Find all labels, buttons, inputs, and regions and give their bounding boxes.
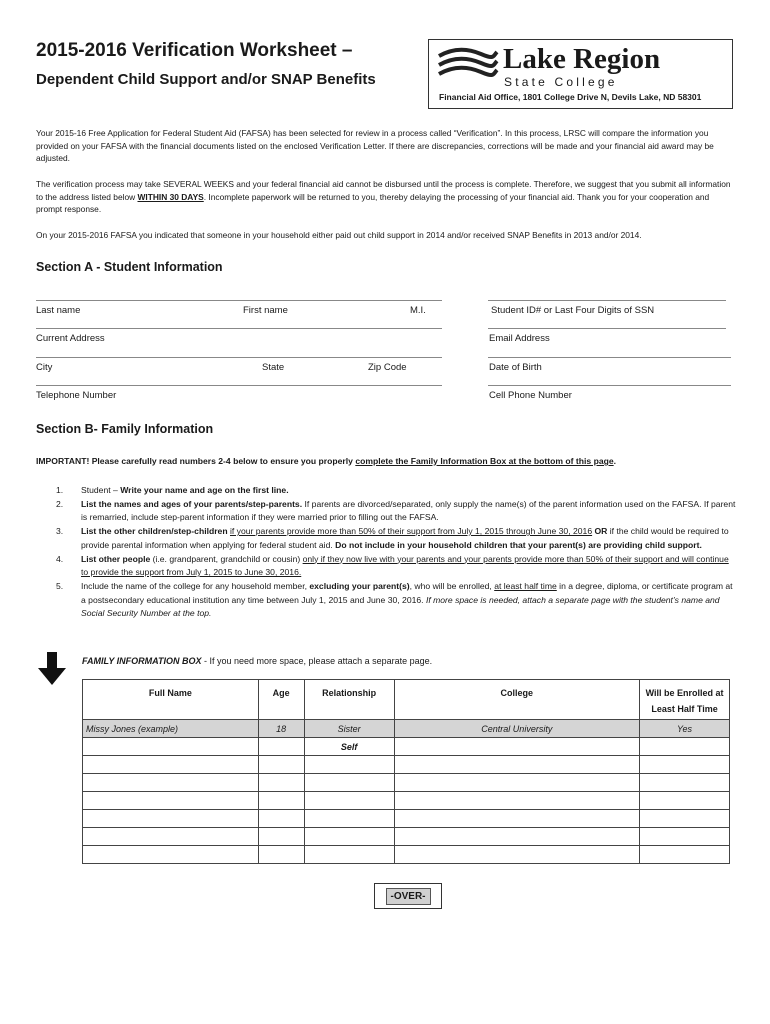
- table-cell[interactable]: [394, 828, 640, 846]
- table-row: [83, 738, 730, 756]
- mi-label: M.I.: [410, 305, 426, 316]
- table-row: [83, 774, 730, 792]
- table-cell[interactable]: [640, 738, 730, 756]
- list-item: [36, 553, 736, 580]
- waves-logo-icon: [437, 46, 499, 82]
- table-cell[interactable]: [258, 756, 304, 774]
- table-cell[interactable]: [394, 774, 640, 792]
- table-cell[interactable]: [258, 792, 304, 810]
- name-line[interactable]: [36, 300, 442, 301]
- item-underlined: only if they now live with your parents and your parents provide more than 50% of their support and will continue to provide the support from July 1, 2015 to June 30, 2016.: [81, 553, 729, 578]
- item-number: 3.: [56, 526, 64, 537]
- item-bold: excluding your parent(s): [309, 580, 410, 591]
- list-item: [36, 580, 736, 621]
- table-cell[interactable]: [258, 828, 304, 846]
- table-cell[interactable]: [258, 738, 304, 756]
- table-cell[interactable]: [304, 756, 394, 774]
- zip-label: Zip Code: [368, 362, 407, 373]
- family-box-note: - If you need more space, please attach a separate page.: [201, 656, 433, 666]
- section-a-title: Section A - Student Information: [36, 260, 223, 274]
- email-line[interactable]: [488, 328, 726, 329]
- dob-line[interactable]: [488, 357, 731, 358]
- table-cell[interactable]: [640, 828, 730, 846]
- state-label: State: [262, 362, 285, 373]
- last-name-label: Last name: [36, 305, 81, 316]
- table-cell[interactable]: [304, 792, 394, 810]
- family-box-title: [82, 656, 432, 666]
- deadline-text: WITHIN 30 DAYS: [137, 191, 204, 202]
- item-text: If parents are divorced/separated, only supply the name(s) of the parent information used on the FAFSA. If parent is remarried, include step-parent information if they were married prior to filling out the FAFSA.: [81, 498, 736, 523]
- page-subtitle: Dependent Child Support and/or SNAP Benefits: [36, 71, 376, 88]
- table-row: [83, 828, 730, 846]
- college-logo-box: [428, 39, 733, 109]
- college-name: Lake Region: [503, 43, 661, 75]
- item-text: (i.e. grandparent, grandchild or cousin): [150, 553, 303, 564]
- example-name: Missy Jones (example): [83, 720, 259, 738]
- item-underlined: if your parents provide more than 50% of their support from July 1, 2015 through June 30, 2016: [229, 526, 593, 537]
- table-cell[interactable]: [83, 810, 259, 828]
- item-number: 4.: [56, 553, 64, 564]
- item-number: 1.: [56, 485, 64, 495]
- table-row: [83, 846, 730, 864]
- header-enrolled-line2: Least Half Time: [651, 704, 718, 714]
- family-information-table: [82, 679, 730, 864]
- family-box-label: FAMILY INFORMATION BOX: [82, 656, 202, 666]
- city-label: City: [36, 362, 53, 373]
- item-bold: List other people: [81, 553, 151, 564]
- table-header-row: [83, 680, 730, 720]
- item-text: , who will be enrolled,: [409, 580, 495, 591]
- address-line[interactable]: [36, 328, 442, 329]
- table-cell[interactable]: [394, 756, 640, 774]
- important-end: .: [613, 456, 617, 466]
- table-cell[interactable]: [304, 774, 394, 792]
- table-cell[interactable]: [83, 792, 259, 810]
- item-italic: If more space is needed, attach a separate page with the student’s name and Social Security Number at the top.: [81, 594, 720, 619]
- header-age: Age: [258, 680, 304, 720]
- important-note: [36, 456, 616, 466]
- self-label: Self: [304, 738, 394, 756]
- table-cell[interactable]: [640, 756, 730, 774]
- table-cell[interactable]: [394, 810, 640, 828]
- email-label: Email Address: [489, 333, 550, 344]
- cell-label: Cell Phone Number: [489, 390, 572, 401]
- telephone-line[interactable]: [36, 385, 442, 386]
- example-college: Central University: [394, 720, 640, 738]
- table-cell[interactable]: [640, 846, 730, 864]
- section-b-title: Section B- Family Information: [36, 422, 214, 436]
- over-label: -OVER-: [386, 888, 431, 905]
- intro-p2-text-end: . Incomplete paperwork will be returned to you, thereby delaying the processing of your financial aid. Thank you for your cooperation and prompt response.: [36, 191, 710, 214]
- example-age: 18: [258, 720, 304, 738]
- header-full-name: Full Name: [83, 680, 259, 720]
- table-cell[interactable]: [83, 846, 259, 864]
- item-text: if the child would be required to provide parental information when applying for federal student aid.: [81, 526, 729, 550]
- table-cell[interactable]: [83, 774, 259, 792]
- current-address-label: Current Address: [36, 333, 105, 344]
- table-row: [83, 756, 730, 774]
- college-subname: State College: [504, 75, 618, 89]
- table-cell[interactable]: [83, 828, 259, 846]
- header-enrolled-line1: Will be Enrolled at: [645, 688, 724, 698]
- header-relationship: Relationship: [304, 680, 394, 720]
- table-cell[interactable]: [394, 738, 640, 756]
- item-underlined: at least half time: [494, 580, 557, 591]
- item-text: Student –: [81, 485, 121, 495]
- cell-line[interactable]: [488, 385, 731, 386]
- table-row: [83, 792, 730, 810]
- intro-paragraph-3: On your 2015-2016 FAFSA you indicated that someone in your household either paid out child support in 2014 and/or received SNAP Benefits in 2013 and/or 2014.: [36, 230, 642, 240]
- office-address: Financial Aid Office, 1801 College Drive N, Devils Lake, ND 58301: [439, 92, 702, 102]
- item-bold: Write your name and age on the first line.: [120, 485, 289, 495]
- item-bold: Do not include in your household children that your parent(s) are providing child support.: [335, 539, 702, 550]
- dob-label: Date of Birth: [489, 362, 542, 373]
- table-cell[interactable]: [304, 846, 394, 864]
- page-title: 2015-2016 Verification Worksheet –: [36, 40, 353, 61]
- table-cell[interactable]: [304, 828, 394, 846]
- intro-paragraph-2: [36, 178, 736, 216]
- list-item: [36, 498, 736, 525]
- example-enrolled: Yes: [640, 720, 730, 738]
- intro-p2-text: The verification process may take SEVERAL WEEKS and your federal financial aid cannot be disbursed until the process is complete. Therefore, we suggest that you submit all information to the address listed below: [36, 179, 731, 202]
- item-bold: List the other children/step-children: [81, 526, 228, 537]
- example-relationship: Sister: [304, 720, 394, 738]
- table-cell[interactable]: [258, 846, 304, 864]
- table-row: [83, 810, 730, 828]
- table-cell[interactable]: [83, 738, 259, 756]
- arrow-down-icon: [37, 652, 67, 686]
- over-box: [374, 883, 442, 909]
- item-text: Include the name of the college for any household member,: [81, 580, 310, 591]
- table-cell[interactable]: [394, 792, 640, 810]
- item-text: in a degree, diploma, or certificate program at a postsecondary educational institution any time between July 1, 2015 and June 30, 2016.: [81, 580, 733, 605]
- list-item: [36, 484, 736, 498]
- first-name-label: First name: [243, 305, 288, 316]
- table-cell[interactable]: [304, 810, 394, 828]
- item-bold: OR: [592, 526, 608, 537]
- student-id-label: Student ID# or Last Four Digits of SSN: [491, 305, 655, 316]
- item-number: 5.: [56, 580, 64, 591]
- list-item: [36, 525, 736, 552]
- student-id-line[interactable]: [488, 300, 726, 301]
- intro-paragraph-1: Your 2015-16 Free Application for Federal Student Aid (FAFSA) has been selected for review in a process called “Verification”. In this process, LRSC will compare the information you provided on your FAFSA with the financial documents listed on the enclosed Verification Letter. If there are discrepancies, corrections will be made and your financial aid award may be adjusted.: [36, 128, 714, 163]
- header-enrolled: [640, 680, 730, 720]
- table-cell[interactable]: [258, 810, 304, 828]
- header-college: College: [394, 680, 640, 720]
- table-cell[interactable]: [640, 792, 730, 810]
- table-cell[interactable]: [640, 810, 730, 828]
- item-bold: List the names and ages of your parents/step-parents.: [81, 498, 303, 509]
- city-line[interactable]: [36, 357, 442, 358]
- table-cell[interactable]: [83, 756, 259, 774]
- telephone-label: Telephone Number: [36, 390, 117, 401]
- important-text: IMPORTANT! Please carefully read numbers 2-4 below to ensure you properly: [36, 456, 356, 466]
- table-cell[interactable]: [258, 774, 304, 792]
- important-underlined: complete the Family Information Box at the bottom of this page: [355, 456, 614, 466]
- instruction-list: [36, 484, 736, 621]
- table-row: [83, 720, 730, 738]
- table-cell[interactable]: [640, 774, 730, 792]
- table-cell[interactable]: [394, 846, 640, 864]
- item-number: 2.: [56, 498, 64, 509]
